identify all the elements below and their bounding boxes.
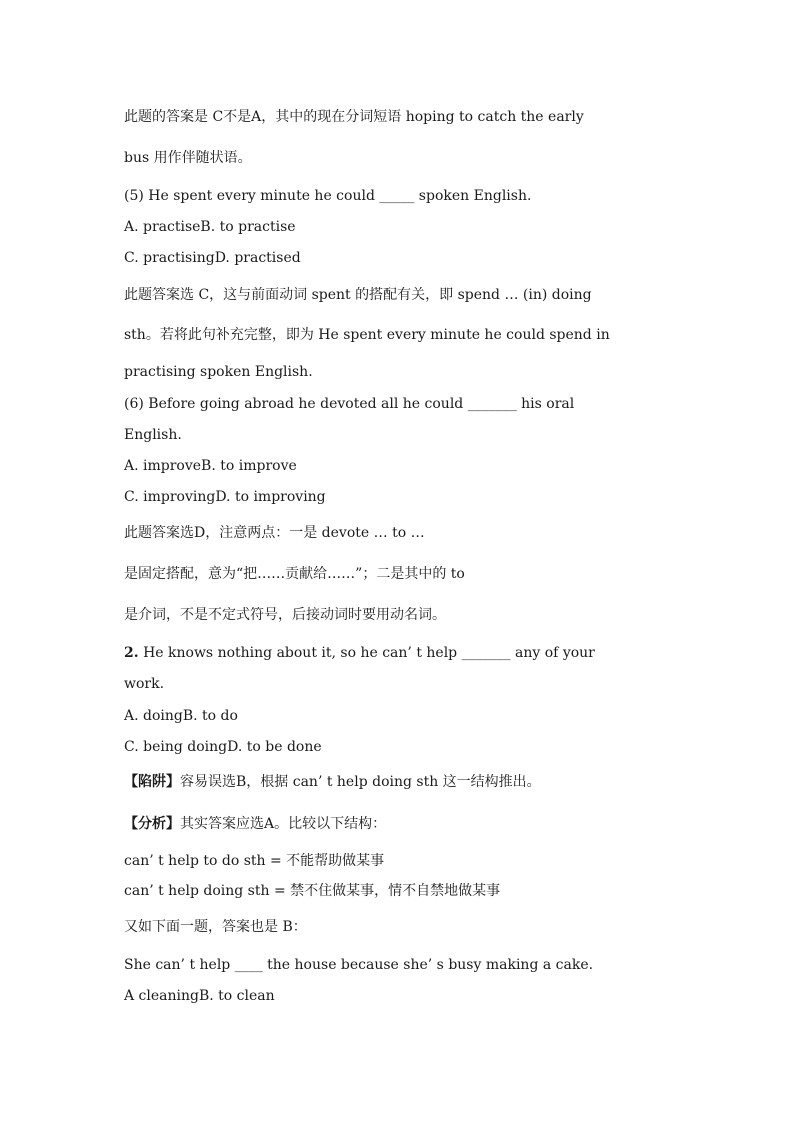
text-line: She can’ t help ____ the house because she’ s busy making a cake. <box>124 957 594 973</box>
text-line: work. <box>124 676 165 692</box>
question-5: (5) He spent every minute he could _____ spoken English. <box>124 188 532 204</box>
question-number: 2. <box>124 645 139 661</box>
text-line: bus 用作伴随状语。 <box>124 150 252 166</box>
options-line: A. improveB. to improve <box>124 458 297 474</box>
text-line: English. <box>124 427 182 443</box>
options-line: A. doingB. to do <box>124 708 238 724</box>
question-text: He knows nothing about it, so he can’ t help _______ any of your <box>143 645 595 661</box>
options-line: C. practisingD. practised <box>124 250 301 266</box>
text-line: can’ t help doing sth = 禁不住做某事，情不自禁地做某事 <box>124 883 501 899</box>
text-line: 是固定搭配，意为“把……贡献给……”；二是其中的 to <box>124 566 465 582</box>
text-line: practising spoken English. <box>124 364 313 380</box>
question-2 <box>124 643 684 663</box>
text-line: 是介词，不是不定式符号，后接动词时要用动名词。 <box>124 607 446 623</box>
trap-note <box>124 772 684 792</box>
analysis-label: 【分析】 <box>124 816 180 832</box>
trap-text: 容易误选B，根据 can’ t help doing sth 这一结构推出。 <box>180 774 541 790</box>
text-line: can’ t help to do sth = 不能帮助做某事 <box>124 853 385 869</box>
options-line: C. improvingD. to improving <box>124 489 326 505</box>
question-6: (6) Before going abroad he devoted all he could _______ his oral <box>124 396 575 412</box>
trap-label: 【陷阱】 <box>124 774 180 790</box>
text-line: 又如下面一题，答案也是 B： <box>124 919 307 935</box>
analysis-note <box>124 814 684 834</box>
analysis-text: 其实答案应选A。比较以下结构： <box>180 816 387 832</box>
text-line: 此题答案选D，注意两点：一是 devote … to … <box>124 525 425 541</box>
text-line: 此题的答案是 C不是A，其中的现在分词短语 hoping to catch the early <box>124 109 584 125</box>
text-line: 此题答案选 C，这与前面动词 spent 的搭配有关，即 spend … (in) doing <box>124 287 592 303</box>
text-line: sth。若将此句补充完整，即为 He spent every minute he could spend in <box>124 327 610 343</box>
options-line: C. being doingD. to be done <box>124 739 322 755</box>
options-line: A cleaningB. to clean <box>124 988 275 1004</box>
options-line: A. practiseB. to practise <box>124 219 296 235</box>
